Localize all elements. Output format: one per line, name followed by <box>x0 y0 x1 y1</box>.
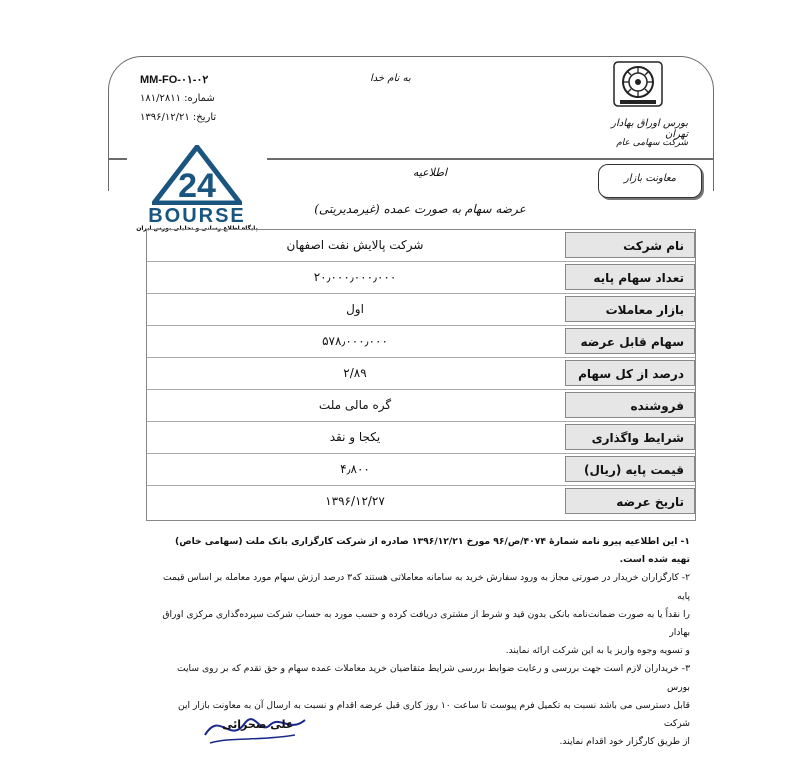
table-row <box>147 262 695 294</box>
row-label: فروشنده <box>565 392 695 418</box>
row-value: یکجا و نقد <box>329 430 381 444</box>
watermark-tagline: پایگاه اطلاع رسانی و تحلیلی بورس ایران <box>136 225 258 232</box>
department-label: معاونت بازار <box>623 173 677 184</box>
announcement-title: اطلاعیه <box>412 166 448 179</box>
note-3-line-2: قابل دسترسی می باشد نسبت به تکمیل فرم پیوست تا ساعت ۱۰ روز کاری قبل عرضه اقدام و نسبت به ارسال آن به معاونت بازار این شرکت <box>177 699 690 730</box>
table-row <box>147 326 695 358</box>
row-value: ۲/۸۹ <box>343 366 367 380</box>
org-name: بورس اوراق بهادار تهران <box>611 118 688 140</box>
table-row <box>147 422 695 454</box>
note-1: ۱- این اطلاعیه پیرو نامه شمارهٔ ۴۰۷۴/ص/۹۶ مورخ ۱۳۹۶/۱۲/۲۱ صادره از شرکت کارگزاری بانک ملت (سهامی خاص) تهیه شده است. <box>175 536 690 566</box>
table-row <box>147 390 695 422</box>
org-type: شرکت سهامی عام <box>616 138 688 148</box>
row-value: گره مالی ملت <box>318 398 392 412</box>
watermark-logo-text: BOURSE <box>148 205 246 227</box>
announcement-subtitle: عرضه سهام به صورت عمده (غیرمدیریتی) <box>314 202 526 216</box>
doc-number: شماره: ١٨١/٢٨١١ <box>140 93 215 104</box>
note-2-line-2: را نقداً یا به صورت ضمانت‌نامه بانکی بدون قید و شرط از مشتری دریافت کرده و حسب مورد به حساب شرکت سپرده‌گذاری مرکزی اوراق بهادار <box>162 608 690 639</box>
row-label: سهام قابل عرضه <box>565 328 695 354</box>
row-label: شرایط واگذاری <box>565 424 695 450</box>
row-label: بازار معاملات <box>565 296 695 322</box>
table-row <box>147 486 695 517</box>
table-row <box>147 230 695 262</box>
row-label: درصد از کل سهام <box>565 360 695 386</box>
table-row <box>147 294 695 326</box>
note-3-line-3: از طریق کارگزار خود اقدام نمایند. <box>559 736 690 748</box>
bismillah: به نام خدا <box>370 73 411 84</box>
signatory-name: علی صحرائی <box>222 718 294 731</box>
row-label: قیمت پایه (ریال) <box>565 456 695 482</box>
doc-date: تاریخ: ١٣٩۶/١٢/٢١ <box>140 112 217 123</box>
row-value: ۵۷۸٫۰۰۰٫۰۰۰ <box>322 334 388 348</box>
note-2-line-3: و تسویه وجوه واریز یا به این شرکت ارائه نمایند. <box>505 645 690 657</box>
offer-details-table <box>146 229 696 521</box>
tse-emblem-icon <box>612 60 664 108</box>
row-label: تعداد سهام پایه <box>565 264 695 290</box>
department-box <box>598 164 702 198</box>
row-value: ۲۰٫۰۰۰٫۰۰۰٫۰۰۰ <box>313 270 397 284</box>
doc-code: MM-FO-٠٢-٠١ <box>140 74 209 86</box>
row-value: ۴٫۸۰۰ <box>340 462 370 476</box>
row-value: ۱۳۹۶/۱۲/۲۷ <box>325 494 385 508</box>
row-value: اول <box>346 302 364 316</box>
note-2-line-1: ۲- کارگزاران خریدار در صورتی مجاز به ورود سفارش خرید به سامانه معاملاتی هستند که۳ درصد ارزش سهام مورد معامله بر اساس قیمت پایه <box>162 572 690 602</box>
note-3-line-1: ۳- خریداران لازم است جهت بررسی و رعایت ضوابط بررسی شرایط متقاضیان خرید معاملات عمده سهام و حق تقدم که بر روی سایت بورس <box>176 663 690 693</box>
table-row <box>147 358 695 390</box>
svg-text:24: 24 <box>178 167 216 205</box>
row-label: نام شرکت <box>565 232 695 258</box>
bourse24-logo-icon <box>152 145 242 205</box>
row-value: شرکت پالایش نفت اصفهان <box>286 238 424 252</box>
row-label: تاریخ عرضه <box>565 488 695 514</box>
table-row <box>147 454 695 486</box>
